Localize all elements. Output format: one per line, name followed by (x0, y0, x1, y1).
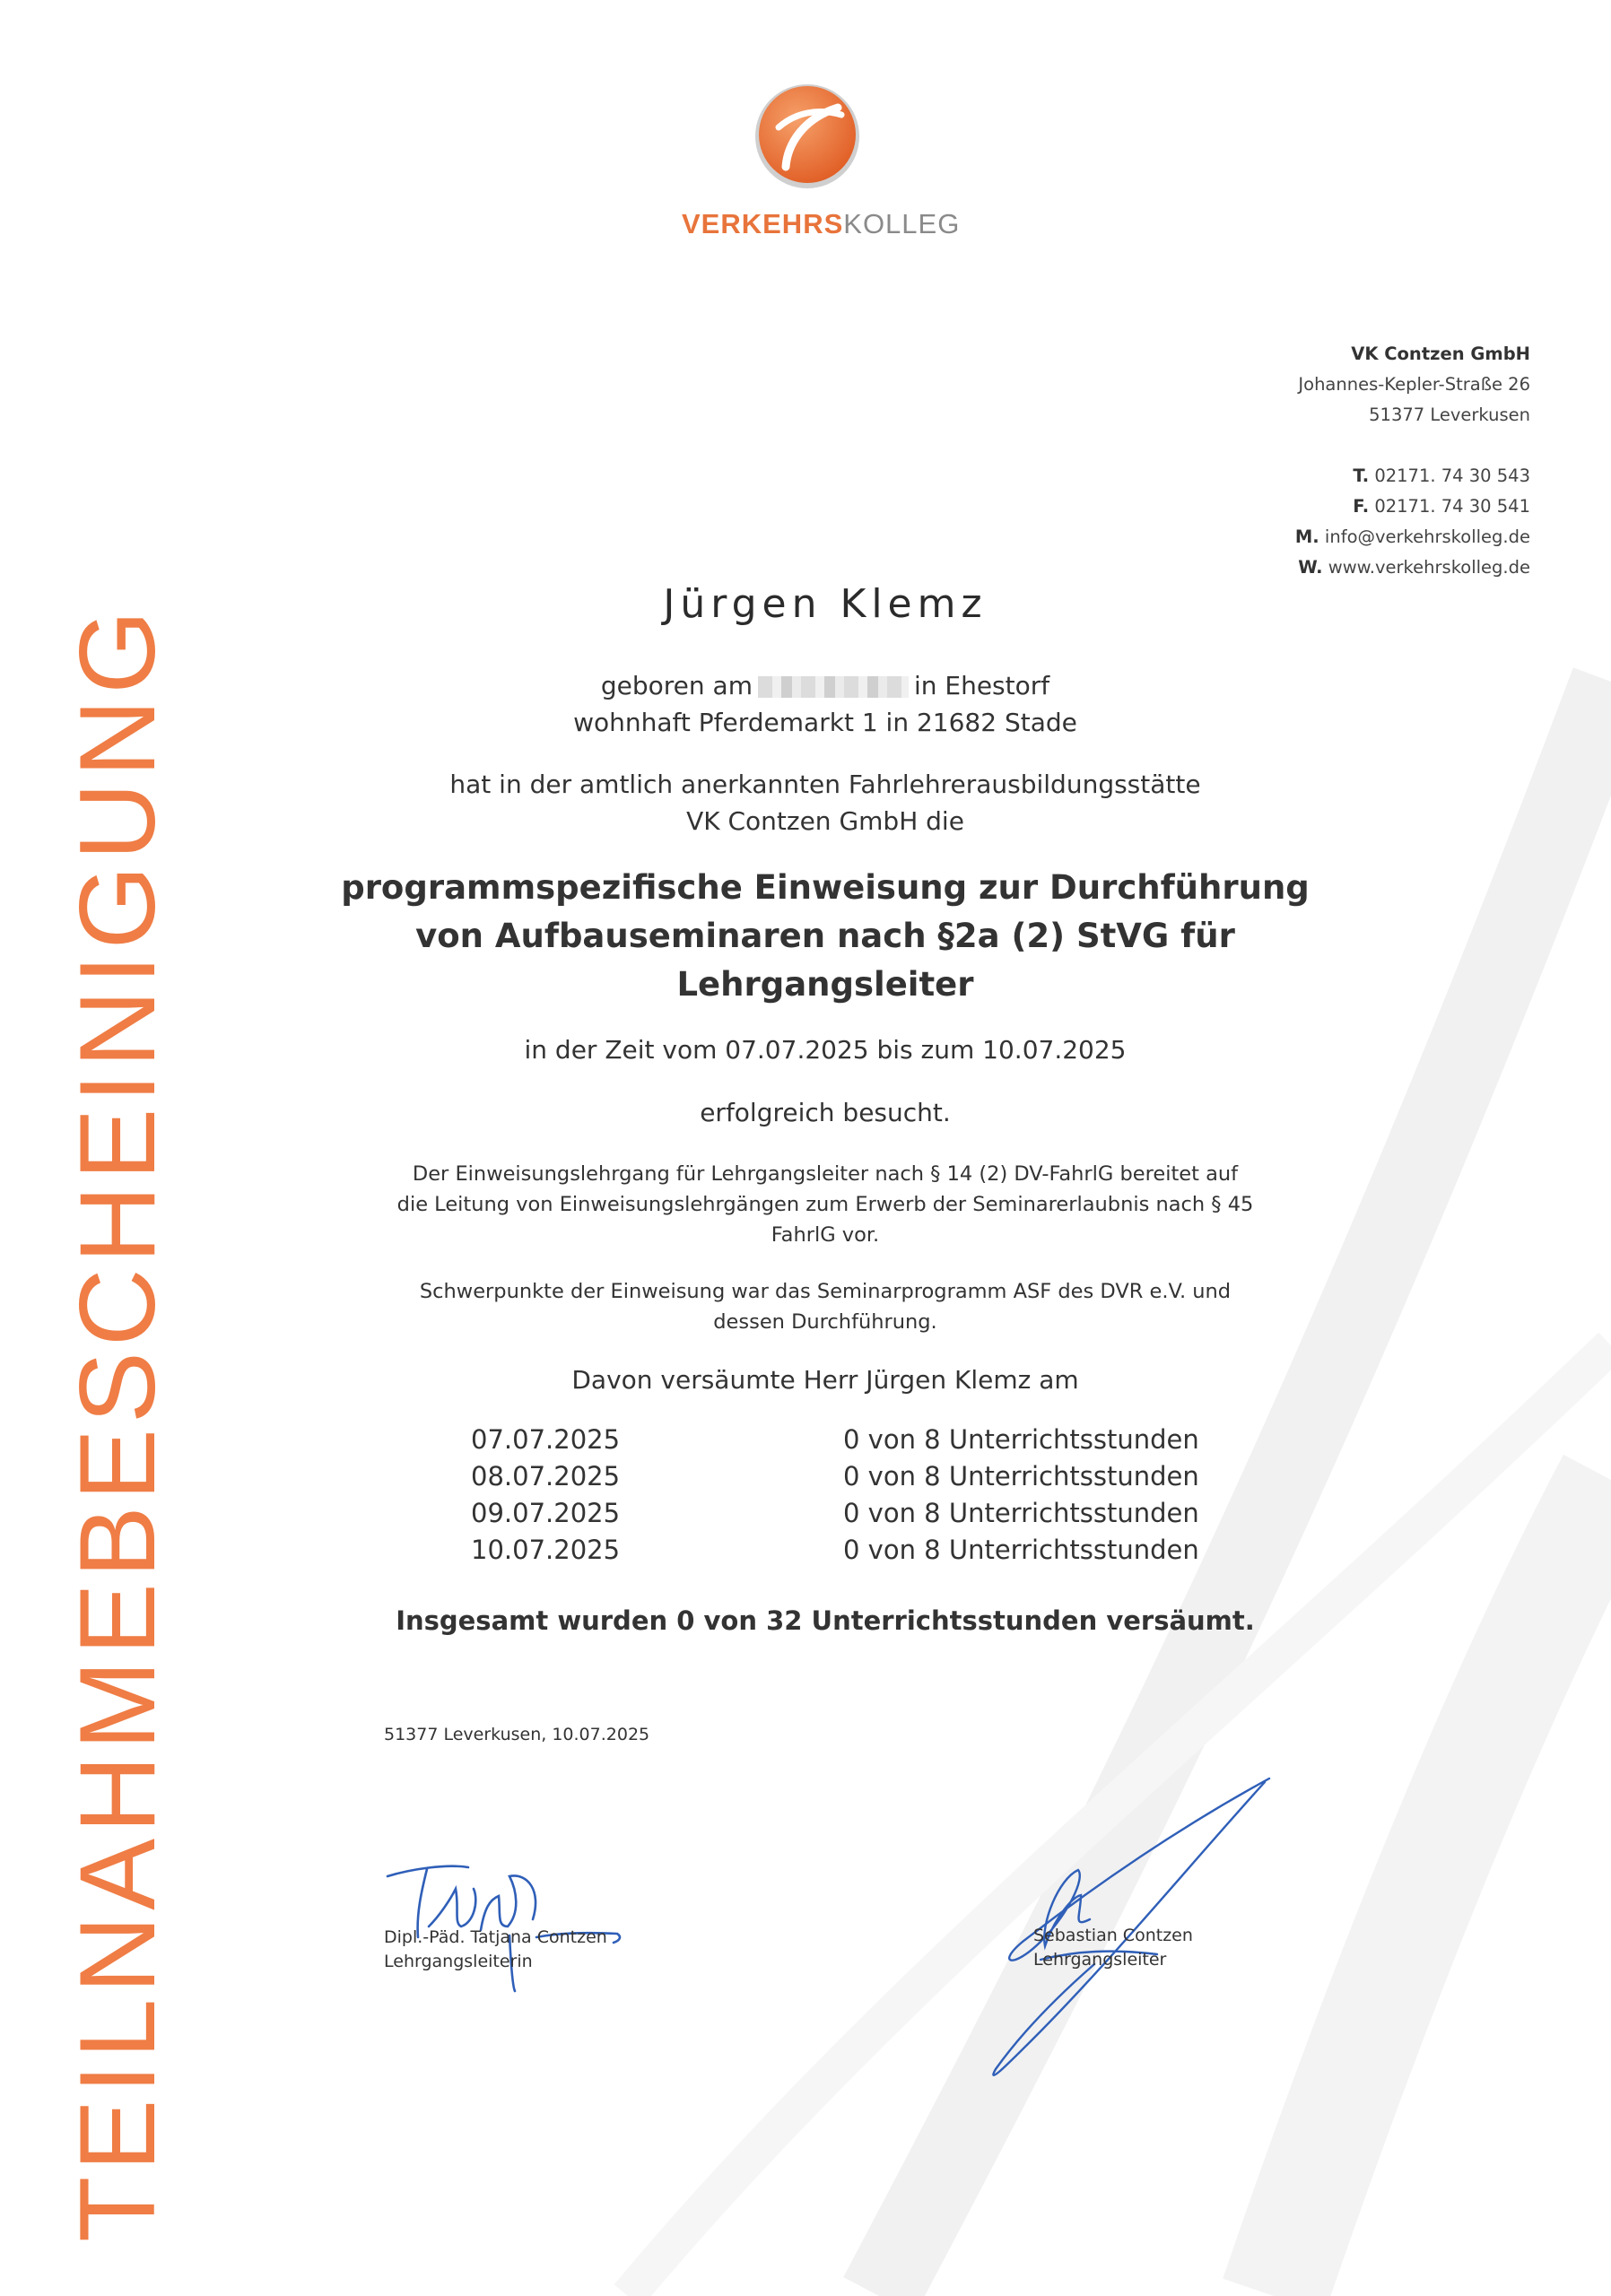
phone-line: T. 02171. 74 30 543 (1353, 465, 1530, 486)
document-type-title: TEILNAHMEBESCHEINIGUNG (57, 604, 178, 2242)
course-description: Der Einweisungslehrgang für Lehrgangsleiter nach § 14 (2) DV-FahrlG bereitet auf die Leitung von Einweisungslehrgängen zum Erwerb der Seminarerlaubnis nach § 45 FahrlG vor. (396, 1162, 1254, 1247)
absence-table (471, 1424, 1242, 1571)
course-period: in der Zeit vom 07.07.2025 bis zum 10.07.2025 (524, 1035, 1127, 1065)
absence-row: 07.07.2025 0 von 8 Unterrichtsstunden (471, 1424, 1199, 1455)
company-name: VK Contzen GmbH (1351, 344, 1530, 364)
logo-wordmark: VERKEHRSKOLLEG (682, 208, 961, 239)
participant-name: Jürgen Klemz (663, 581, 988, 627)
web-line: W. www.verkehrskolleg.de (1298, 557, 1530, 578)
absence-intro: Davon versäumte Herr Jürgen Klemz am (571, 1365, 1079, 1395)
redacted-birthdate (758, 676, 909, 698)
fax-line: F. 02171. 74 30 541 (1353, 496, 1530, 517)
course-result: erfolgreich besucht. (700, 1098, 951, 1127)
mail-line: M. info@verkehrskolleg.de (1294, 526, 1530, 547)
absence-total: Insgesamt wurden 0 von 32 Unterrichtsstunden versäumt. (396, 1605, 1255, 1636)
participant-details: geboren am in Ehestorf wohnhaft Pferdemarkt 1 in 21682 Stade (573, 671, 1077, 737)
company-street: Johannes-Kepler-Straße 26 (1298, 374, 1530, 395)
intro-text: hat in der amtlich anerkannten Fahrlehrerausbildungsstätte VK Contzen GmbH die (449, 770, 1201, 836)
absence-row: 09.07.2025 0 von 8 Unterrichtsstunden (471, 1498, 1199, 1528)
contact-block (1295, 339, 1530, 583)
place-and-date: 51377 Leverkusen, 10.07.2025 (384, 1725, 650, 1744)
course-focus: Schwerpunkte der Einweisung war das Seminarprogramm ASF des DVR e.V. und dessen Durchführung. (419, 1280, 1232, 1334)
logo-emblem-icon (752, 81, 863, 192)
absence-row: 08.07.2025 0 von 8 Unterrichtsstunden (471, 1461, 1199, 1492)
absence-row: 10.07.2025 0 von 8 Unterrichtsstunden (471, 1535, 1199, 1565)
left-signature (375, 1837, 635, 1998)
left-signatory: Dipl.-Päd. Tatjana Contzen Lehrgangsleiterin (384, 1927, 607, 1971)
course-title: programmspezifische Einweisung zur Durchführung von Aufbauseminaren nach §2a (2) StVG für Lehrgangsleiter (341, 868, 1310, 1004)
right-signatory: Sebastian Contzen Lehrgangsleiter (1033, 1926, 1193, 1970)
verkehrskolleg-logo (682, 81, 961, 240)
company-city: 51377 Leverkusen (1369, 404, 1530, 425)
